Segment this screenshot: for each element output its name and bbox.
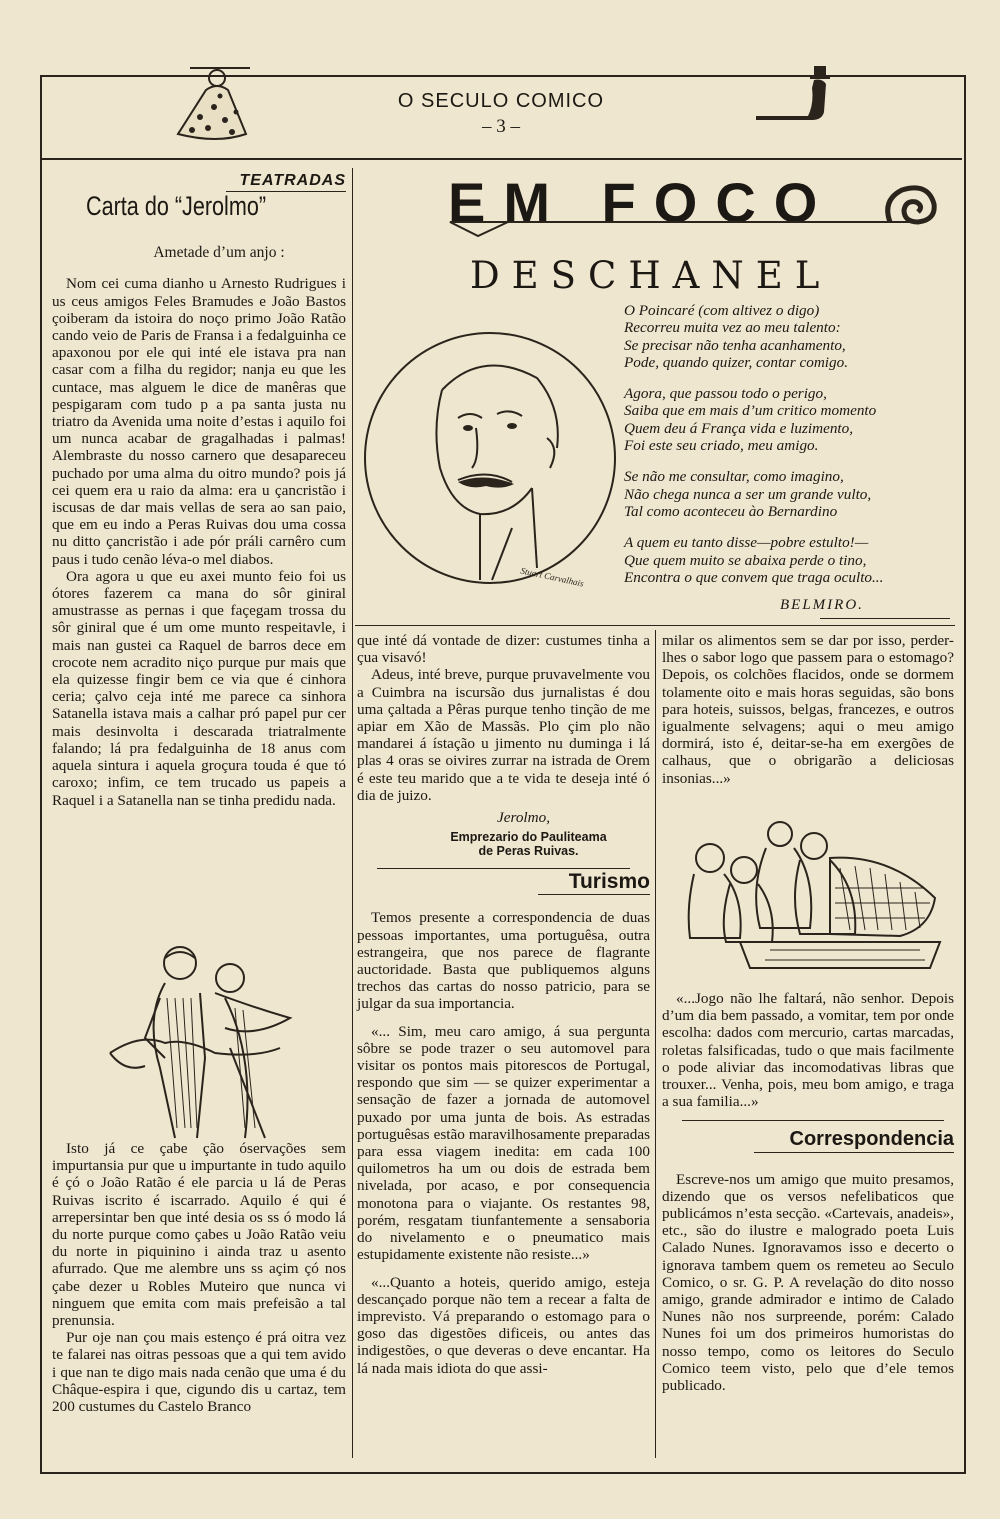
- poem-line: O Poincaré (com altivez o digo): [624, 302, 820, 319]
- poem-line: Não chega nunca a ser um grande vulto,: [624, 485, 872, 503]
- right-column-bottom: [662, 990, 954, 1394]
- poem-line: Agora, que passou todo o perigo,: [624, 385, 827, 403]
- right-quote-jogo: «...Jogo não lhe faltará, não senhor. Depois d’um dia bem passado, a vomitar, tem por onde escolha: dados com mercurio, cartas marcadas, roletas falsificadas, tudo o que mais facilmente o pode aliviar das incomodativas libras que trouxer... Venha, pois, meu bom amigo, e traga a sua familia...»: [662, 990, 954, 1111]
- poem-line: Se não me consultar, como imagino,: [624, 468, 844, 486]
- correspondencia-header: [662, 1128, 954, 1151]
- middle-paragraph-adeus: Adeus, inté breve, purque pruvavelmente vou a Cuimbra na iscursão dus jurnalistas é dou uma çaltada a Pêras purque tenho tinção de me apiar em Xão de Massãs. Plo çim plo não mandarei á ístação u jimento nu duminga i lá plas 4 oras se oivires zurrar na istrada de Orem é este teu marido que a te vida te deseja inté ó dia de juizo.: [357, 666, 650, 804]
- turismo-title: Turismo: [568, 870, 650, 894]
- masthead-rule: [40, 158, 962, 160]
- poem-line: Recorreu muita vez ao meu talento:: [624, 319, 841, 337]
- correspondencia-title: Correspondencia: [789, 1128, 954, 1151]
- divider-left: [352, 168, 353, 1458]
- turismo-underline: [538, 894, 650, 895]
- left-column: [52, 172, 346, 809]
- turismo-paragraph-1: Temos presente a correspondencia de duas pessoas importantes, uma portuguêsa, outra estrangeira, que nos parece de flagrante auctoridade. Basta que publiquemos alguns trechos das cartas do nosso patricio, para se julgar da sua importancia.: [357, 909, 650, 1013]
- salutation: Ametade d’um anjo :: [153, 244, 285, 262]
- section-teatradas: TEATRADAS: [239, 172, 346, 189]
- poem-stanza: [624, 385, 954, 454]
- left-column-bottom: [52, 1140, 346, 1415]
- masthead-figure-left: [170, 62, 260, 144]
- left-paragraph-1: Nom cei cuma dianho u Arnesto Rudrigues i us ceus amigos Feles Bramudes e João Bastos çoiberam da istoira do noço primo João Ratão cando veio de Paris de Fransa i a fedalguinha ce apaxonou por ele qui inté ele istava pra nan casar com a filha du regidor; nanja eu que les cuntace, mas alguem le dice de manêras que pespigaram com tudo p a pa santa justa nu triatro da Avenida uma noite d’estas i aquilo foi um nunca acabar de gragalhadas i palmas! Alembraste du nosso carnero que desapareceu puchado por uma alma du oitro mundo? pois já cei quem era u raio da alma: era u çancristão i iscusas de dar mais vellas de sera ao san paio, que em eu indo a Peras Ruivas dou uma cossa nu ditto çancristão i ade pór práli carnêro cum paus i tudo cenão léva-o mel diabos.: [52, 275, 346, 568]
- right-continuation: milar os alimentos sem se dar por isso, perder-lhes o sabor logo que passem para o estomago? Depois, os colchões flacidos, onde se dormem tolamente oito e mais horas seguidas, são bons para hoteis, suissos, belgas, francezes, e outros igualmente selvagens; aqui o meu amigo dormirá, isto é, deitar-se-ha em exergões de calhaus, que o obrigarão a deliciosas insonias...»: [662, 632, 954, 787]
- poem-line: Pode, quando quizer, contar comigo.: [624, 353, 848, 371]
- poem-stanza: [624, 468, 954, 520]
- carta-title: Carta do “Jerolmo”: [86, 191, 267, 222]
- middle-column: [357, 632, 650, 1377]
- em-foco-underline: [448, 218, 938, 240]
- poem-line: Tal como aconteceu ào Bernardino: [624, 502, 838, 520]
- deschanel-portrait: [362, 318, 618, 614]
- poem-line: Que quem muito se abaixa perde o tino,: [624, 551, 867, 569]
- page-number: – 3 –: [482, 116, 520, 137]
- em-foco-title: EM FOCO: [448, 171, 836, 234]
- turismo-header: [357, 870, 650, 894]
- left-paragraph-2: Ora agora u que eu axei munto feio foi us ótores fazerem ca mana do sôr giniral amustrasse as pernas i que façegam trossa du sôr giniral que é um ome munto respeitavle, i mais nan gustei ca Raquel de barros dece em crocote nem acradito niço purque pur mais que ela quizesse fingir bem ce via que é cinhora ceria; çalvo ceja inté me parece ca sinhora Satanella istava mais a calhar pró papel pur cer mais desinvolta i descarada triatralmente falando; lá pra fedalguinha de 18 anus com aquela sintura i aquela groçura touda é que tó caroxo; infim, ce tem trucado us papeis a Raquel i a Satanella nan se tinha predidu nada.: [52, 567, 346, 809]
- correspondencia-paragraph: Escreve-nos um amigo que muito presamos, dizendo que os versos nefelibaticos que publicámos n’esta secção. «Cartevais, anadeis», etc., são do ilustre e malogrado poeta Luis Calado Nunes. Ignoravamos isso e decerto o ignorava tambem quem os remeteu ao Seculo Comico, o sr. G. P. A revelação do dito nosso amigo, grande admirador e intimo de Calado Nunes não nos surpreende, porém: Calado Nunes foi um dos primeiros humoristas do nosso tempo, como os leitores do Seculo Comico teem visto, pelo que d’ele temos publicado.: [662, 1170, 954, 1395]
- deschanel-poem: [624, 302, 954, 600]
- poem-stanza: [624, 534, 954, 586]
- signature-role-2: de Peras Ruivas.: [478, 844, 579, 859]
- left-paragraph-3: Isto já ce çabe ção óservações sem impurtansia pur que u impurtante in tudo aquilo é çó o João Ratão é ele parcia u lá de Peras Ruivas iscrito é iscarrado. Aquilo é qui é arrepersintar ben que inté desia os ss ó modo lá du norte purque como çabes u João Ratão veiu du norte in piquinino i ainda traz u asento afurrado. Que me alembre uns ss açim çó nos çabe dezer u Robles Muteiro que nunca vi ninguem que emita com mais prefeisão a tal prenunsia.: [52, 1140, 346, 1330]
- artist-signature: Stuart Carvalhais: [519, 565, 585, 589]
- poem-line: A quem eu tanto disse—pobre estulto!—: [624, 534, 869, 552]
- gamblers-illustration: [680, 818, 950, 978]
- middle-continuation: que inté dá vontade de dizer: custumes tinha a çua visavó!: [357, 632, 650, 667]
- poem-line: Se precisar não tenha acanhamento,: [624, 336, 846, 354]
- deschanel-heading: DESCHANEL: [470, 254, 832, 297]
- poem-stanza: [624, 302, 954, 371]
- divider-right: [655, 630, 656, 1458]
- section-rule: [377, 868, 630, 869]
- poem-signature: BELMIRO.: [780, 597, 864, 613]
- dancing-couple-illustration: [105, 938, 305, 1138]
- signature-role-1: Emprezario do Pauliteama: [450, 830, 607, 845]
- signature-rule: [820, 618, 950, 619]
- turismo-paragraph-2: «... Sim, meu caro amigo, á sua pergunta sôbre se pode trazer o seu automovel para visitar os pontos mais pitorescos de Portugal, respondo que sim — se quizer experimentar a sensação de fazer a jornada de automovel puxado por uma junta de bois. As estradas portuguêsas estão maravilhosamente preparadas para essa viagem inedita: em cada 100 quilometros ha um ou dois de estrada bem nivelada, por acaso, e por consequencia monotona para o viajante. Os restantes 98, porém, resgatam tiunfantemente a sensaboria do nivelamento e o pneumatico mais estupidamente existente não resiste...»: [357, 1022, 650, 1264]
- right-column: [662, 632, 954, 787]
- masthead-title: O SECULO COMICO: [397, 90, 605, 112]
- poem-line: Foi este seu criado, meu amigo.: [624, 437, 819, 455]
- jerolmo-signature: Jerolmo,: [496, 809, 550, 827]
- correspondencia-underline: [754, 1152, 954, 1153]
- poem-line: Saiba que em mais d’um critico momento: [624, 402, 877, 420]
- poem-line: Quem deu á França vida e luzimento,: [624, 419, 854, 437]
- left-paragraph-4: Pur oje nan çou mais estenço é prá oitra vez te falarei nas oitras pessoas que a qui tem avido i que nan te digo mais nada cenão que uma é du Châque-espira i que, cigundo dis u cartaz, tem 200 custumes du Castelo Branco: [52, 1329, 346, 1416]
- masthead-figure-right: [752, 64, 842, 126]
- section-rule: [682, 1120, 944, 1121]
- poem-line: Encontra o que convem que traga oculto...: [624, 568, 884, 586]
- em-foco-bottom-rule: [355, 625, 955, 626]
- turismo-paragraph-3: «...Quanto a hoteis, querido amigo, esteja descançado porque não tem a recear a falta de imprevisto. Vá preparando o estomago para o goso das digestões dificeis, ou antes das indigestões, o que deveras o deve encantar. Ha lá nada mais idiota do que assi-: [357, 1273, 650, 1377]
